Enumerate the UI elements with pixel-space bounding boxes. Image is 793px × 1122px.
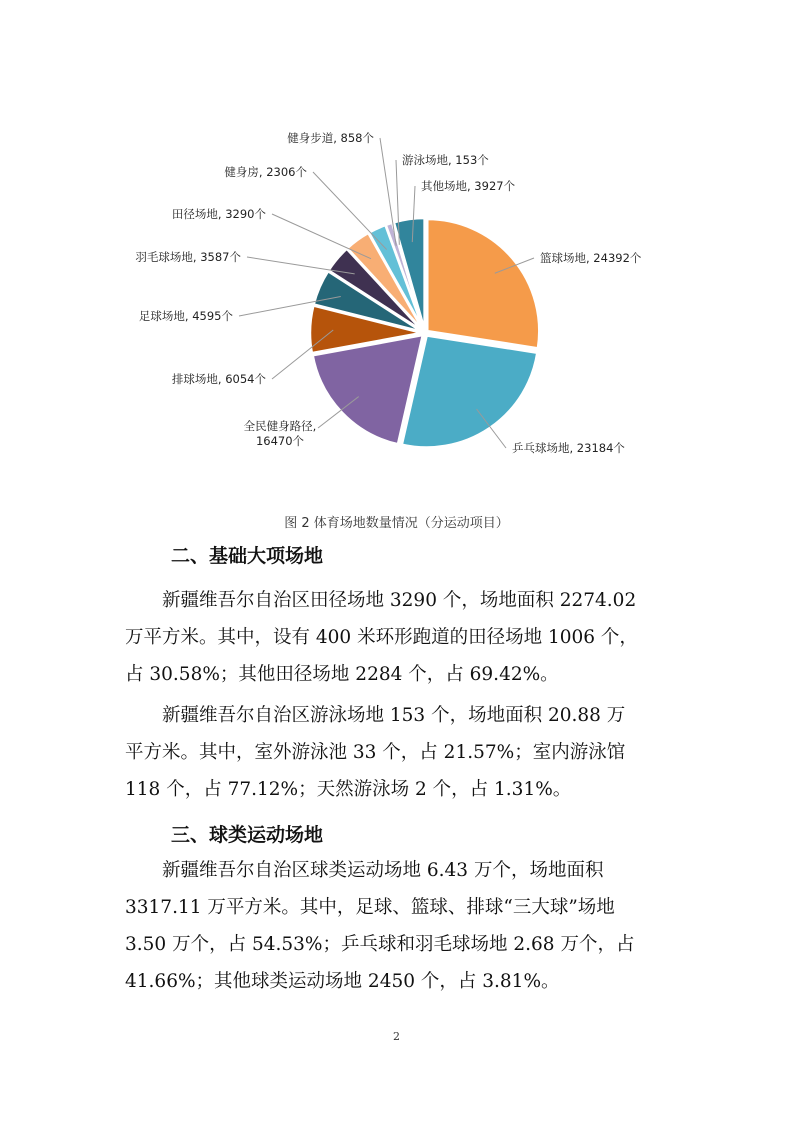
paragraph-line: 新疆维吾尔自治区游泳场地 153 个，场地面积 20.88 万 <box>162 705 626 726</box>
pie-slice-label: 篮球场地, 24392个 <box>540 251 642 265</box>
pie-slice-label: 田径场地, 3290个 <box>171 207 266 221</box>
paragraph-track-field <box>125 582 685 693</box>
paragraph-line: 万平方米。其中，设有 400 米环形跑道的田径场地 1006 个， <box>125 627 638 648</box>
pie-slice-label: 足球场地, 4595个 <box>138 309 233 323</box>
page-number: 2 <box>393 1030 400 1043</box>
section-heading-ball-sports: 三、球类运动场地 <box>171 824 324 846</box>
paragraph-ball-sports <box>125 852 685 1000</box>
sports-venue-pie-chart <box>0 120 793 500</box>
pie-slice-1 <box>427 219 539 348</box>
pie-slice-label: 健身房, 2306个 <box>224 165 307 179</box>
paragraph-swimming <box>125 697 685 808</box>
paragraph-line: 占 30.58%；其他田径场地 2284 个，占 69.42%。 <box>125 664 559 685</box>
paragraph-line: 新疆维吾尔自治区球类运动场地 6.43 万个，场地面积 <box>162 860 604 881</box>
paragraph-line: 41.66%；其他球类运动场地 2450 个，占 3.81%。 <box>125 971 560 992</box>
section-heading-basic-venues: 二、基础大项场地 <box>171 545 324 567</box>
pie-slice-2 <box>402 335 538 447</box>
paragraph-line: 平方米。其中，室外游泳池 33 个，占 21.57%；室内游泳馆 <box>125 742 626 763</box>
pie-slice-label: 健身步道, 858个 <box>287 131 374 145</box>
pie-slice-label: 其他场地, 3927个 <box>421 179 516 193</box>
pie-leader-line <box>272 214 371 259</box>
paragraph-line: 3317.11 万平方米。其中，足球、篮球、排球“三大球”场地 <box>125 897 615 918</box>
paragraph-line: 新疆维吾尔自治区田径场地 3290 个，场地面积 2274.02 <box>162 590 637 611</box>
pie-slice-label: 排球场地, 6054个 <box>171 372 266 386</box>
pie-slice-label: 羽毛球场地, 3587个 <box>135 250 241 264</box>
pie-slice-label: 乒乓球场地, 23184个 <box>512 441 625 455</box>
paragraph-line: 118 个，占 77.12%；天然游泳场 2 个，占 1.31%。 <box>125 779 572 800</box>
paragraph-line: 3.50 万个，占 54.53%；乒乓球和羽毛球场地 2.68 万个，占 <box>125 934 635 955</box>
figure-caption: 图 2 体育场地数量情况（分运动项目） <box>284 516 509 531</box>
pie-slice-label: 游泳场地, 153个 <box>402 153 489 167</box>
pie-slice-label: 全民健身路径, 16470个 <box>243 419 317 448</box>
